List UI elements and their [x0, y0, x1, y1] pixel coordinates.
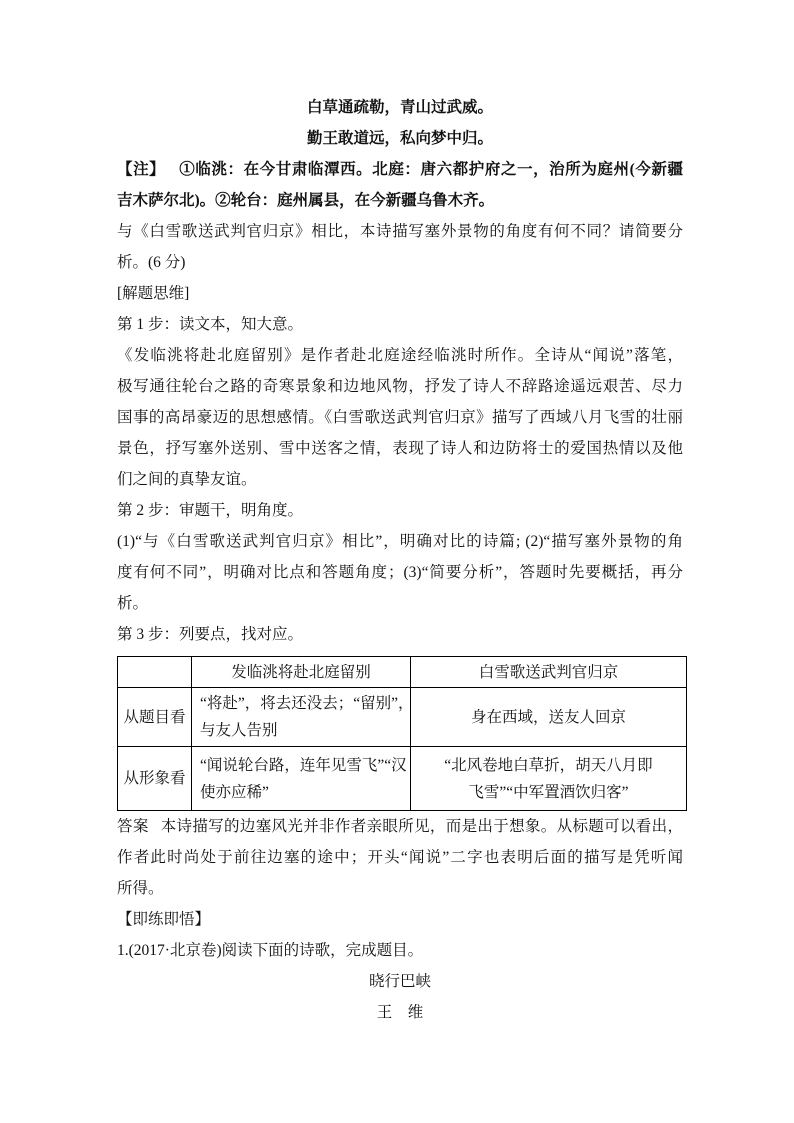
answer-line-1	[117, 811, 683, 842]
table-header-cell: 发临洮将赴北庭留别	[192, 657, 411, 688]
step-2-title: 第 2 步：审题干，明角度。	[117, 502, 304, 519]
poem-line-2: 勤王敢道远，私向梦中归。	[306, 130, 493, 147]
cell-line: 飞雪”“中军置酒饮归客”	[468, 783, 629, 801]
thinking-heading: [解题思维]	[117, 285, 190, 302]
table-row	[118, 688, 687, 747]
table-corner-cell	[118, 657, 192, 688]
step-2-line: (1)“与《白雪歌送武判官归京》相比”，明确对比的诗篇; (2)“描写塞外景物的角	[117, 533, 683, 550]
table-row	[118, 747, 687, 811]
step-1-line: 极写通往轮台之路的奇寒景象和边地风物，抒发了诗人不辞路途遥远艰苦、尽力	[117, 378, 683, 395]
cell-line: 身在西域，送友人回京	[470, 708, 626, 726]
comparison-table	[117, 656, 687, 811]
practice-question: 1.(2017·北京卷)阅读下面的诗歌，完成题目。	[117, 942, 424, 959]
table-header-row	[118, 657, 687, 688]
step-1-line: 们之间的真挚友谊。	[117, 471, 257, 488]
answer-line-2: 作者此时尚处于前往边塞的途中；开头“闻说”二字也表明后面的描写是凭听闻	[117, 849, 683, 866]
cell-line: 与友人告别	[200, 722, 278, 739]
row-label-cell: 从题目看	[118, 688, 192, 747]
cell-line: “将赴”，将去还没去；“留别”，	[200, 695, 414, 712]
step-1-line: 景色，抒写塞外送别、雪中送客之情，表现了诗人和边防将士的爱国热情以及他	[117, 440, 683, 457]
table-cell	[411, 688, 687, 747]
note-line-1	[117, 154, 683, 185]
table-header-cell: 白雪歌送武判官归京	[411, 657, 687, 688]
cell-line: 使亦应稀”	[200, 783, 269, 801]
table-cell	[192, 688, 414, 747]
note-label: 【注】	[117, 161, 166, 178]
practice-poem-author: 王 维	[376, 1004, 424, 1021]
question-line-2: 析。(6 分)	[117, 254, 186, 271]
answer-text: 本诗描写的边塞风光并非作者亲眼所见，而是出于想象。从标题可以看出，	[160, 818, 683, 835]
poem-line-1: 白草通疏勒，青山过武威。	[306, 99, 493, 116]
answer-label: 答案	[117, 818, 149, 835]
cell-line: “北风卷地白草折，胡天八月即	[444, 756, 653, 774]
cell-line: “闻说轮台路，连年见雪飞”“汉	[200, 756, 407, 774]
answer-line-3: 所得。	[117, 880, 164, 897]
table-cell	[411, 747, 687, 811]
note-line-2: 吉木萨尔北)。②轮台：庭州属县，在今新疆乌鲁木齐。	[117, 192, 495, 209]
practice-poem-title: 晓行巴峡	[368, 973, 431, 990]
content-column	[117, 92, 683, 1028]
step-2-line: 度有何不同”，明确对比点和答题角度；(3)“简要分析”，答题时先要概括，再分	[117, 564, 683, 581]
step-1-line: 《发临洮将赴北庭留别》是作者赴北庭途经临洮时所作。全诗从“闻说”落笔，	[117, 347, 683, 364]
practice-heading: 【即练即悟】	[117, 911, 211, 928]
table-cell	[192, 747, 411, 811]
step-2-line: 析。	[117, 595, 149, 612]
step-3-title: 第 3 步：列要点，找对应。	[117, 626, 304, 643]
step-1-title: 第 1 步：读文本，知大意。	[117, 316, 304, 333]
note-text: ①临洮：在今甘肃临潭西。北庭：唐六都护府之一，治所为庭州(今新疆	[179, 161, 683, 178]
row-label-cell: 从形象看	[118, 747, 192, 811]
step-1-line: 国事的高昂豪迈的思想感情。《白雪歌送武判官归京》描写了西域八月飞雪的壮丽	[117, 409, 683, 426]
question-line-1: 与《白雪歌送武判官归京》相比，本诗描写塞外景物的角度有何不同？请简要分	[117, 223, 683, 240]
